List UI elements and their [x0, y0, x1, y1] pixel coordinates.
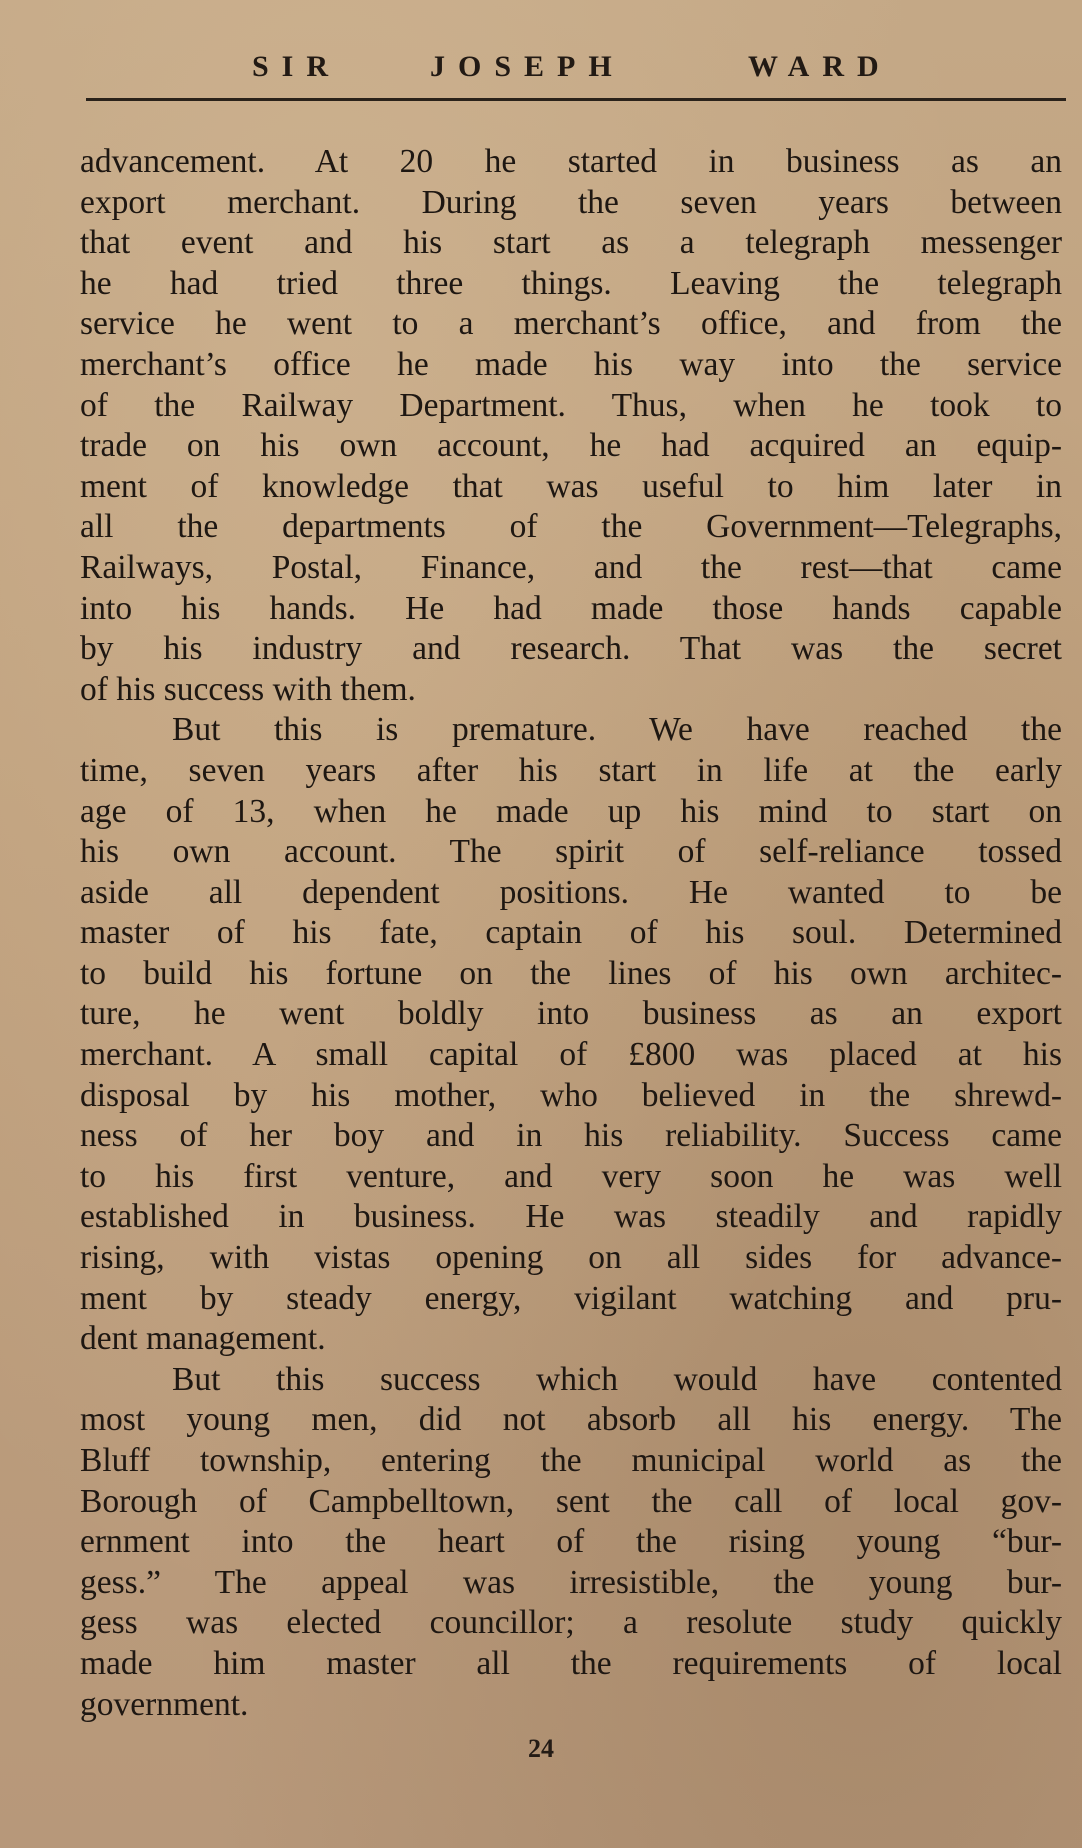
- text-line: ture, he went boldly into business as an export: [80, 995, 1062, 1033]
- text-line: trade on his own account, he had acquired an equip-: [80, 427, 1062, 465]
- text-line: gess was elected councillor; a resolute study quickly: [80, 1604, 1062, 1642]
- text-line: all the departments of the Government—Telegraphs,: [80, 508, 1062, 546]
- text-line: most young men, did not absorb all his energy. The: [80, 1401, 1062, 1439]
- text-line: advancement. At 20 he started in business as an: [80, 143, 1062, 180]
- text-line: ernment into the heart of the rising young “bur-: [80, 1523, 1062, 1561]
- text-line: But this is premature. We have reached the: [172, 711, 1062, 749]
- text-line: Borough of Campbelltown, sent the call of local gov-: [80, 1482, 1062, 1520]
- text-line: merchant. A small capital of £800 was placed at his: [80, 1036, 1062, 1074]
- text-line: master of his fate, captain of his soul. Determined: [80, 914, 1062, 952]
- text-line: he had tried three things. Leaving the telegraph: [80, 264, 1062, 302]
- text-line: government.: [80, 1685, 249, 1723]
- text-line: by his industry and research. That was the secret: [80, 630, 1062, 668]
- text-line: Bluff township, entering the municipal world as the: [80, 1442, 1062, 1479]
- running-head-word: SIR: [252, 50, 342, 83]
- text-line: of the Railway Department. Thus, when he took to: [80, 386, 1062, 424]
- text-line: rising, with vistas opening on all sides for advance-: [80, 1239, 1062, 1277]
- text-line: service he went to a merchant’s office, and from the: [80, 305, 1062, 343]
- text-line: his own account. The spirit of self-reliance tossed: [80, 833, 1062, 871]
- text-line: disposal by his mother, who believed in the shrewd-: [80, 1076, 1062, 1114]
- text-line: gess.” The appeal was irresistible, the young bur-: [80, 1563, 1062, 1601]
- text-line: to build his fortune on the lines of his own architec-: [80, 954, 1062, 992]
- running-head-word: WARD: [748, 50, 892, 83]
- text-line: time, seven years after his start in life at the early: [80, 751, 1062, 789]
- text-line: into his hands. He had made those hands capable: [80, 589, 1062, 627]
- text-line: to his first venture, and very soon he was well: [80, 1157, 1062, 1195]
- text-line: made him master all the requirements of local: [80, 1644, 1062, 1682]
- text-line: aside all dependent positions. He wanted to be: [80, 873, 1062, 911]
- text-line: age of 13, when he made up his mind to start on: [80, 792, 1062, 830]
- page-number: 24: [528, 1734, 554, 1763]
- text-line: But this success which would have contented: [172, 1360, 1062, 1398]
- running-head-word: JOSEPH: [430, 50, 625, 83]
- text-line: ment of knowledge that was useful to him later in: [80, 467, 1062, 505]
- text-line: merchant’s office he made his way into the service: [80, 345, 1062, 383]
- text-line: export merchant. During the seven years between: [80, 183, 1062, 221]
- text-line: that event and his start as a telegraph messenger: [80, 224, 1062, 262]
- running-head: [0, 50, 1082, 92]
- text-line: established in business. He was steadily and rapidly: [80, 1198, 1062, 1236]
- text-line: of his success with them.: [80, 670, 416, 708]
- text-line: ment by steady energy, vigilant watching and pru-: [80, 1279, 1062, 1317]
- text-line: ness of her boy and in his reliability. Success came: [80, 1117, 1062, 1155]
- text-line: dent management.: [80, 1320, 326, 1358]
- body-text: [80, 142, 1062, 1725]
- header-rule: [86, 98, 1066, 101]
- text-line: Railways, Postal, Finance, and the rest—that came: [80, 548, 1062, 586]
